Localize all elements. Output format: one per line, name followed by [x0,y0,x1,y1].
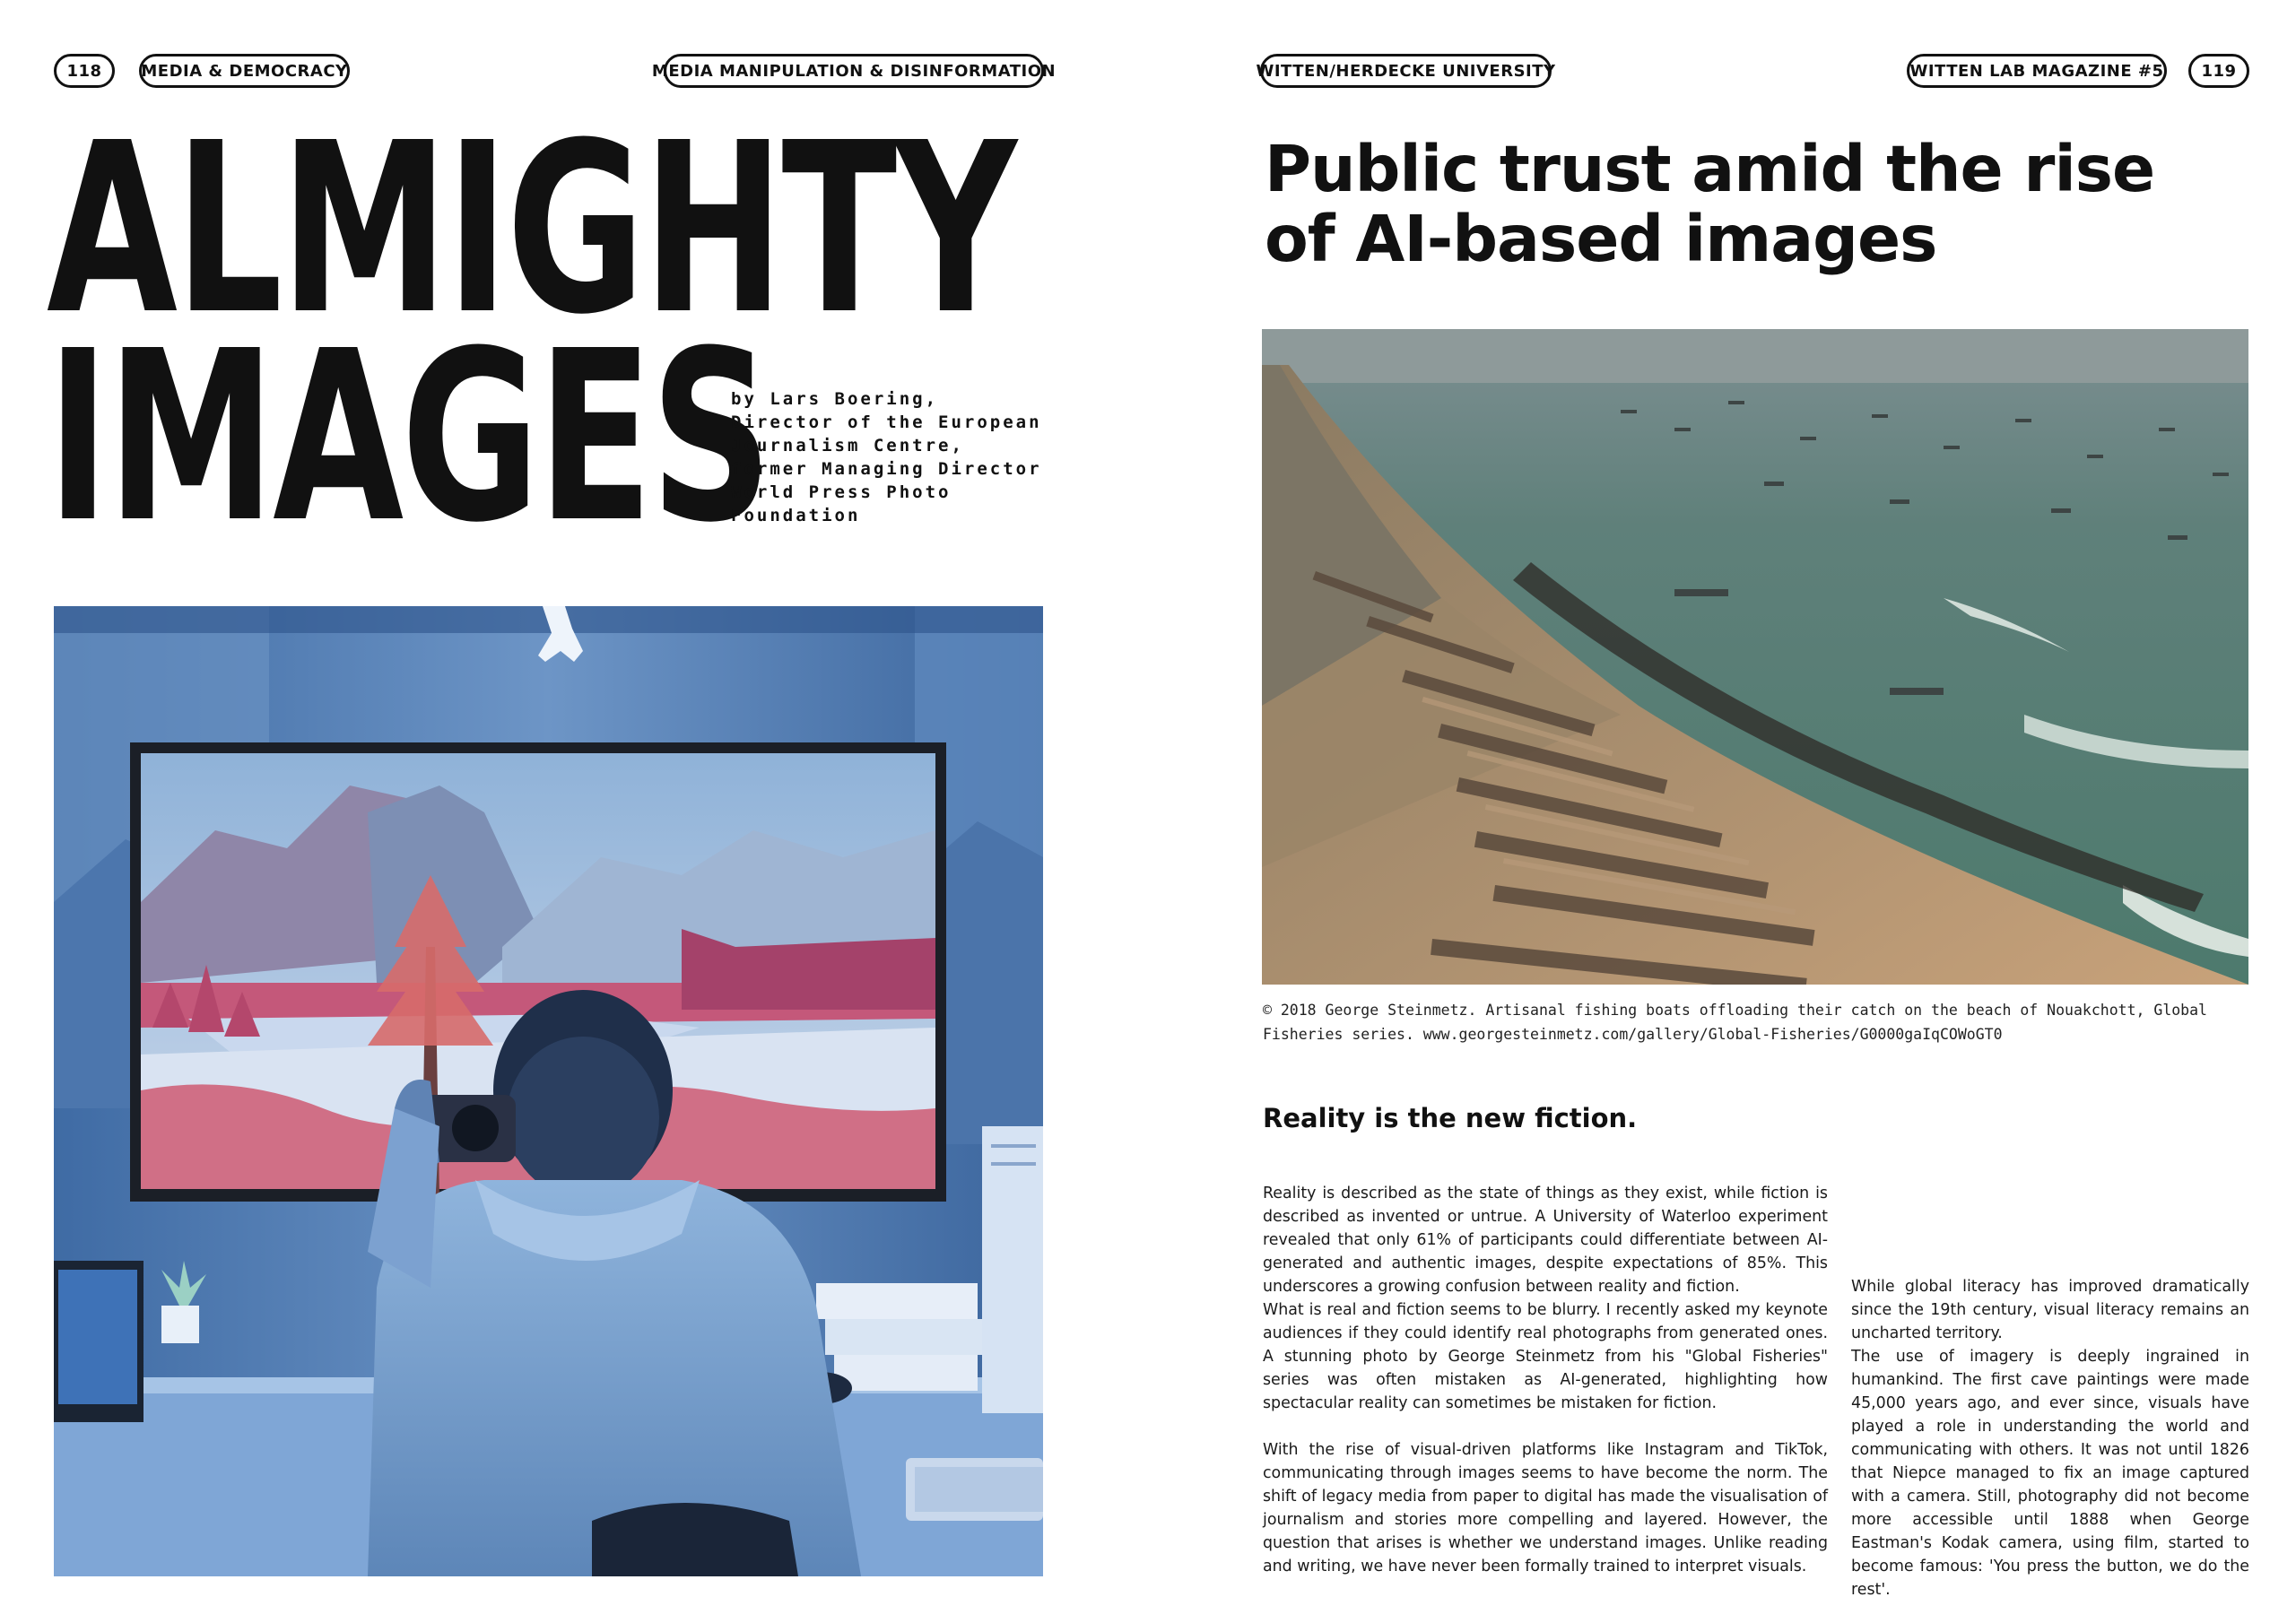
byline-line: Director of the European [731,412,1042,432]
caption-line-1: © 2018 George Steinmetz. Artisanal fishing boats offloading their catch on the beach of Nouakchott, Global [1263,1002,2207,1019]
body-column-2 [1851,1275,2249,1601]
section-tag: MEDIA & DEMOCRACY [139,54,350,88]
paragraph: Reality is described as the state of things as they exist, while fiction is described as invented or untrue. A University of Waterloo experiment revealed that only 61% of participants could differentiate between AI-generated and authentic images, despite expectations of 85%. This underscores a growing confusion between reality and fiction. [1263,1185,1828,1296]
page-number-right: 119 [2188,54,2249,88]
paragraph: The use of imagery is deeply ingrained in humankind. The first cave paintings were made 45,000 years ago, and ever since, visuals have played a role in understanding the world and communicating with others. It was not until 1826 that Niepce managed to fix an image captured with a camera. Still, photography did not become more accessible until 1888 when George Eastman's Kodak camera, using film, started to become famous: 'You press the button, we do the rest'. [1851,1348,2249,1599]
page-number-left: 118 [54,54,115,88]
byline-line: former Managing Director [731,459,1042,479]
university-tag: WITTEN/HERDECKE UNIVERSITY [1260,54,1552,88]
caption-line-2: Fisheries series. www.georgesteinmetz.com/gallery/Global-Fisheries/G0000gaIqCOWoGT0 [1263,1026,2003,1043]
headline-line-2: of AI-based images [1265,202,1937,276]
paragraph: What is real and fiction seems to be blurry. I recently asked my keynote audiences if they could identify real photographs from generated ones. A stunning photo by George Steinmetz from his "Global Fisheries" series was often mistaken as AI-generated, highlighting how spectacular reality can sometimes be mistaken for fiction. [1263,1301,1828,1412]
byline-line: World Press Photo [731,482,952,502]
paragraph: While global literacy has improved dramatically since the 19th century, visual literacy remains an uncharted territory. [1851,1278,2249,1342]
magazine-tag: WITTEN LAB MAGAZINE #5 [1907,54,2167,88]
byline-line: Journalism Centre, [731,436,964,456]
byline-line: by Lars Boering, [731,389,939,409]
byline [731,387,1072,527]
title-line-2: IMAGES [47,300,770,574]
photo-fishing-boats-beach [1262,329,2248,985]
byline-line: Foundation [731,506,861,525]
paragraph: With the rise of visual-driven platforms like Instagram and TikTok, communicating through images seems to have become the norm. The shift of legacy media from paper to digital has made the visualisation of journalism and stories more compelling and layered. However, the question that arises is whether we understand images. Unlike reading and writing, we have never been formally trained to interpret visuals. [1263,1441,1828,1575]
topic-tag: MEDIA MANIPULATION & DISINFORMATION [664,54,1044,88]
headline-line-1: Public trust amid the rise [1265,132,2155,206]
section-subhead: Reality is the new fiction. [1263,1103,1638,1133]
title-line-1: ALMIGHTY [47,92,1015,366]
illustration-person-at-monitor [54,606,1043,1576]
photo-caption [1263,998,2249,1046]
article-headline [1265,132,2251,276]
body-column-1 [1263,1182,1828,1578]
